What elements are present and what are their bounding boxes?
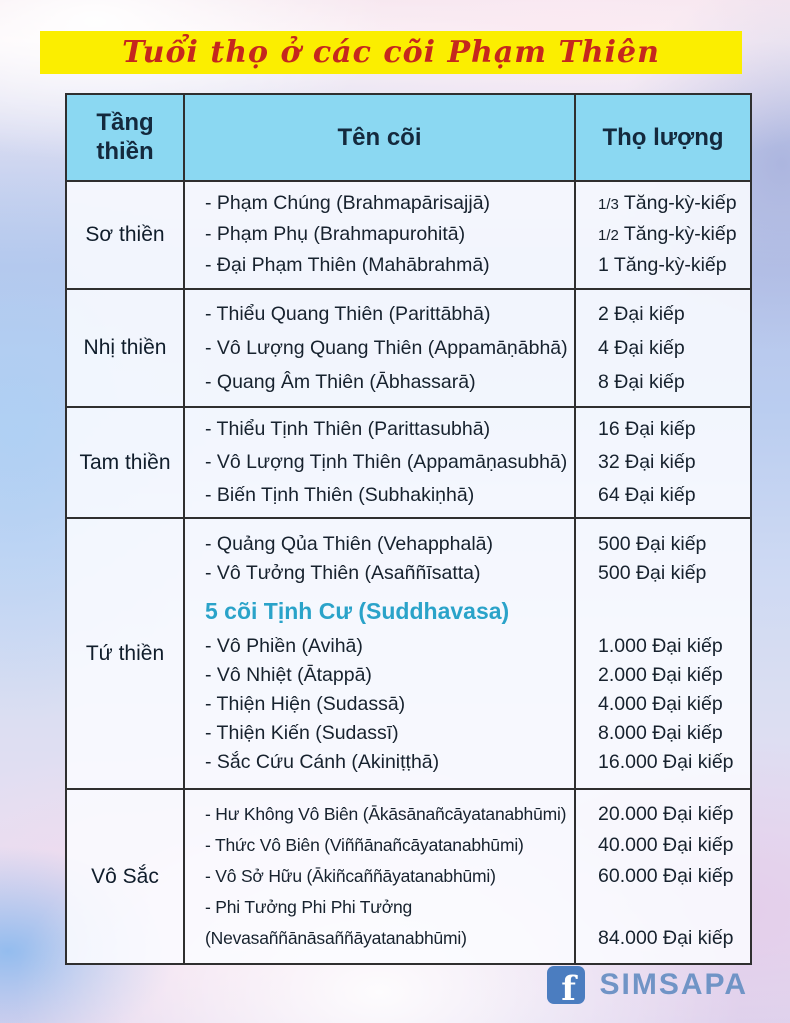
realm-name: - Phạm Phụ (Brahmapurohitā) bbox=[205, 223, 466, 246]
table-row bbox=[67, 290, 750, 409]
realm-name: - Đại Phạm Thiên (Mahābrahmā) bbox=[205, 254, 490, 277]
realm-name: - Quảng Qủa Thiên (Vehapphalā) bbox=[205, 533, 494, 556]
lifespan-value: 60.000 Đại kiếp bbox=[598, 865, 734, 888]
title-banner bbox=[40, 31, 742, 74]
realm-name: - Sắc Cứu Cánh (Akiniṭṭhā) bbox=[205, 751, 440, 774]
realm-name: - Phi Tưởng Phi Phi Tưởng bbox=[205, 897, 413, 918]
brand-name: SIMSAPA bbox=[599, 968, 748, 1001]
lifespan-value: 64 Đại kiếp bbox=[598, 484, 696, 507]
lifespan-value: 16 Đại kiếp bbox=[598, 418, 696, 441]
realm-name: - Vô Lượng Tịnh Thiên (Appamāṇasubhā) bbox=[205, 451, 568, 474]
fraction: 1/3 bbox=[598, 196, 619, 214]
table-row bbox=[67, 182, 750, 290]
realm-name: - Thiện Hiện (Sudassā) bbox=[205, 693, 406, 716]
realm-name: - Quang Âm Thiên (Ābhassarā) bbox=[205, 370, 476, 393]
realm-name: - Hư Không Vô Biên (Ākāsānañcāyatanabhūmi) bbox=[205, 804, 567, 825]
realm-name: - Vô Sở Hữu (Ākiñcaññāyatanabhūmi) bbox=[205, 866, 496, 887]
realm-name: - Biến Tịnh Thiên (Subhakiṇhā) bbox=[205, 484, 475, 507]
realm-names-cell bbox=[185, 790, 576, 963]
level-label-nhi-thien: Nhị thiền bbox=[67, 290, 185, 407]
lifespan-value: 2.000 Đại kiếp bbox=[598, 664, 723, 687]
spacer bbox=[598, 588, 750, 632]
lifespan-value: 1 Tăng-kỳ-kiếp bbox=[598, 254, 727, 277]
lifespan-cell bbox=[576, 790, 750, 963]
pure-abodes-subheading: 5 cõi Tịnh Cư (Suddhavasa) bbox=[205, 598, 510, 625]
lifespan-value: 32 Đại kiếp bbox=[598, 451, 696, 474]
col-header-tang-thien: Tầng thiền bbox=[67, 95, 185, 180]
facebook-f-glyph: f bbox=[561, 969, 576, 1004]
lifespan-value: 1.000 Đại kiếp bbox=[598, 635, 723, 658]
lifespan-value: 4.000 Đại kiếp bbox=[598, 693, 723, 716]
table-header-row bbox=[67, 95, 750, 182]
lifespan-cell bbox=[576, 519, 750, 788]
realm-name: - Vô Phiền (Avihā) bbox=[205, 635, 363, 658]
realm-name: (Nevasaññānāsaññāyatanabhūmi) bbox=[205, 928, 467, 949]
table-row bbox=[67, 519, 750, 790]
page-title: Tuổi thọ ở các cõi Phạm Thiên bbox=[122, 35, 660, 70]
lifespan-value: 2 Đại kiếp bbox=[598, 302, 685, 325]
level-label-vo-sac: Vô Sắc bbox=[67, 790, 185, 963]
facebook-icon bbox=[547, 966, 585, 1004]
level-label-tam-thien: Tam thiền bbox=[67, 408, 185, 517]
brand-footer bbox=[547, 966, 748, 1004]
level-label-tu-thien: Tứ thiền bbox=[67, 519, 185, 788]
col-header-ten-coi: Tên cõi bbox=[185, 95, 576, 180]
lifespan-cell bbox=[576, 182, 750, 288]
realm-name: - Phạm Chúng (Brahmapārisajjā) bbox=[205, 192, 491, 215]
lifespan-value bbox=[598, 219, 750, 250]
lifespan-value: 8 Đại kiếp bbox=[598, 370, 685, 393]
realm-name: - Thức Vô Biên (Viññānañcāyatanabhūmi) bbox=[205, 835, 524, 856]
lifespan-value bbox=[598, 892, 750, 923]
lifespan-value: 16.000 Đại kiếp bbox=[598, 751, 734, 774]
lifespan-value: 8.000 Đại kiếp bbox=[598, 722, 723, 745]
lifespan-value: 500 Đại kiếp bbox=[598, 533, 707, 556]
lifespan-unit: Tăng-kỳ-kiếp bbox=[623, 223, 737, 246]
fraction: 1/2 bbox=[598, 227, 619, 245]
table-row bbox=[67, 408, 750, 519]
lifespan-value: 500 Đại kiếp bbox=[598, 562, 707, 585]
realm-names-cell bbox=[185, 408, 576, 517]
realm-name: - Vô Nhiệt (Ātappā) bbox=[205, 664, 372, 687]
col-header-tho-luong: Thọ lượng bbox=[602, 123, 724, 151]
lifespan-table bbox=[65, 93, 752, 965]
lifespan-unit: Tăng-kỳ-kiếp bbox=[623, 192, 737, 215]
realm-names-cell bbox=[185, 290, 576, 407]
lifespan-value: 4 Đại kiếp bbox=[598, 336, 685, 359]
realm-name: - Thiểu Quang Thiên (Parittābhā) bbox=[205, 302, 491, 325]
realm-names-cell bbox=[185, 182, 576, 288]
realm-name: - Vô Tưởng Thiên (Asaññīsatta) bbox=[205, 562, 481, 585]
lifespan-value bbox=[598, 188, 750, 219]
lifespan-cell bbox=[576, 408, 750, 517]
realm-names-cell bbox=[185, 519, 576, 788]
realm-name: - Vô Lượng Quang Thiên (Appamāṇābhā) bbox=[205, 336, 568, 359]
lifespan-value: 84.000 Đại kiếp bbox=[598, 927, 734, 950]
level-label-so-thien: Sơ thiền bbox=[67, 182, 185, 288]
lifespan-value: 20.000 Đại kiếp bbox=[598, 803, 734, 826]
realm-name: - Thiện Kiến (Sudassī) bbox=[205, 722, 399, 745]
lifespan-value: 40.000 Đại kiếp bbox=[598, 834, 734, 857]
lifespan-cell bbox=[576, 290, 750, 407]
realm-name: - Thiểu Tịnh Thiên (Parittasubhā) bbox=[205, 418, 491, 441]
table-row bbox=[67, 790, 750, 963]
